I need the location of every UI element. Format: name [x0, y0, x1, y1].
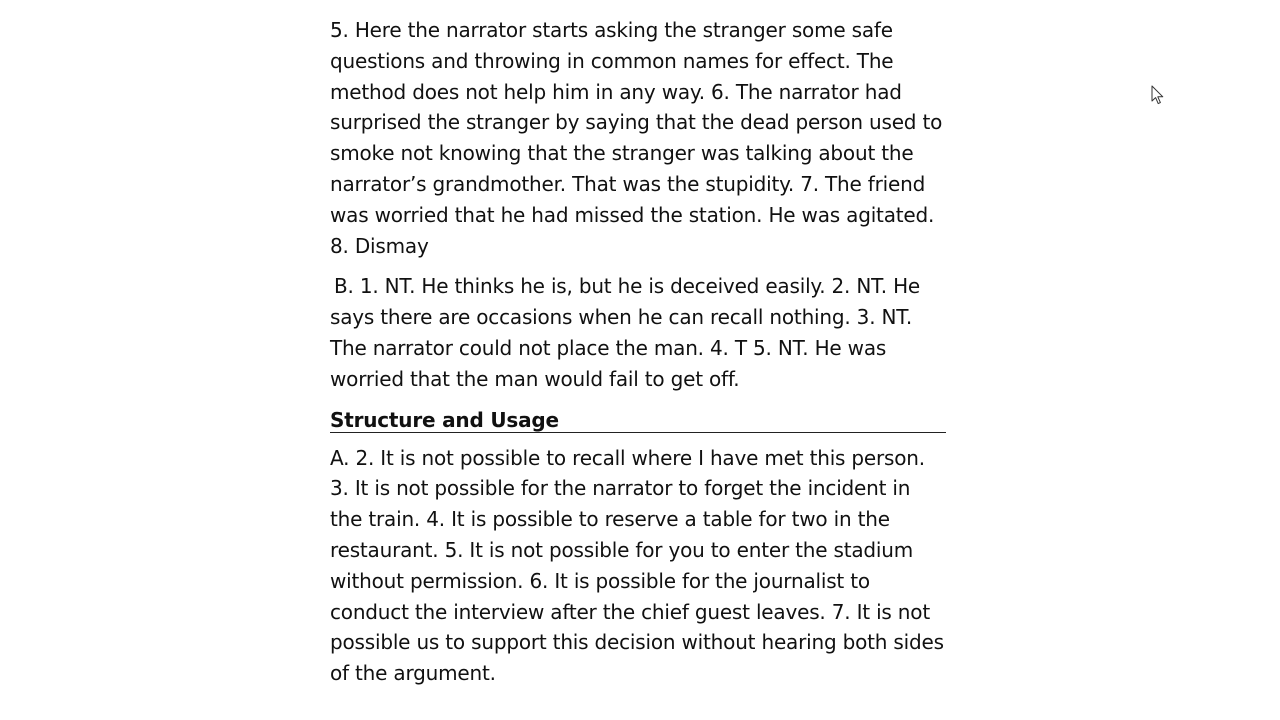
paragraph-answers-b: B. 1. NT. He thinks he is, but he is deceived easily. 2. NT. He says there are occasions when he can recall nothing. 3. NT. The narrator could not place the man. 4. T 5. NT. He was worried that the man would fail to get off. — [330, 274, 921, 391]
arrow-pointer-icon — [1151, 85, 1165, 105]
document-content — [330, 15, 946, 699]
paragraph-answers-a: 5. Here the narrator starts asking the stranger some safe questions and throwing in common names for effect. The method does not help him in any way. 6. The narrator had surprised the stranger by saying that the dead person used to smoke not knowing that the stranger was talking about the narrator’s grandmother. That was the stupidity. 7. The friend was worried that he had missed the station. He was agitated. 8. Dismay — [330, 18, 943, 258]
section-heading-underline — [330, 405, 946, 433]
section-heading: Structure and Usage — [330, 407, 559, 432]
paragraph-structure-answers: A. 2. It is not possible to recall where I have met this person. 3. It is not possible for the narrator to forget the incident in the train. 4. It is possible to reserve a table for two in the restaurant. 5. It is not possible for you to enter the stadium without permission. 6. It is possible for the journalist to conduct the interview after the chief guest leaves. 7. It is not possible us to support this decision without hearing both sides of the argument. — [330, 445, 944, 686]
